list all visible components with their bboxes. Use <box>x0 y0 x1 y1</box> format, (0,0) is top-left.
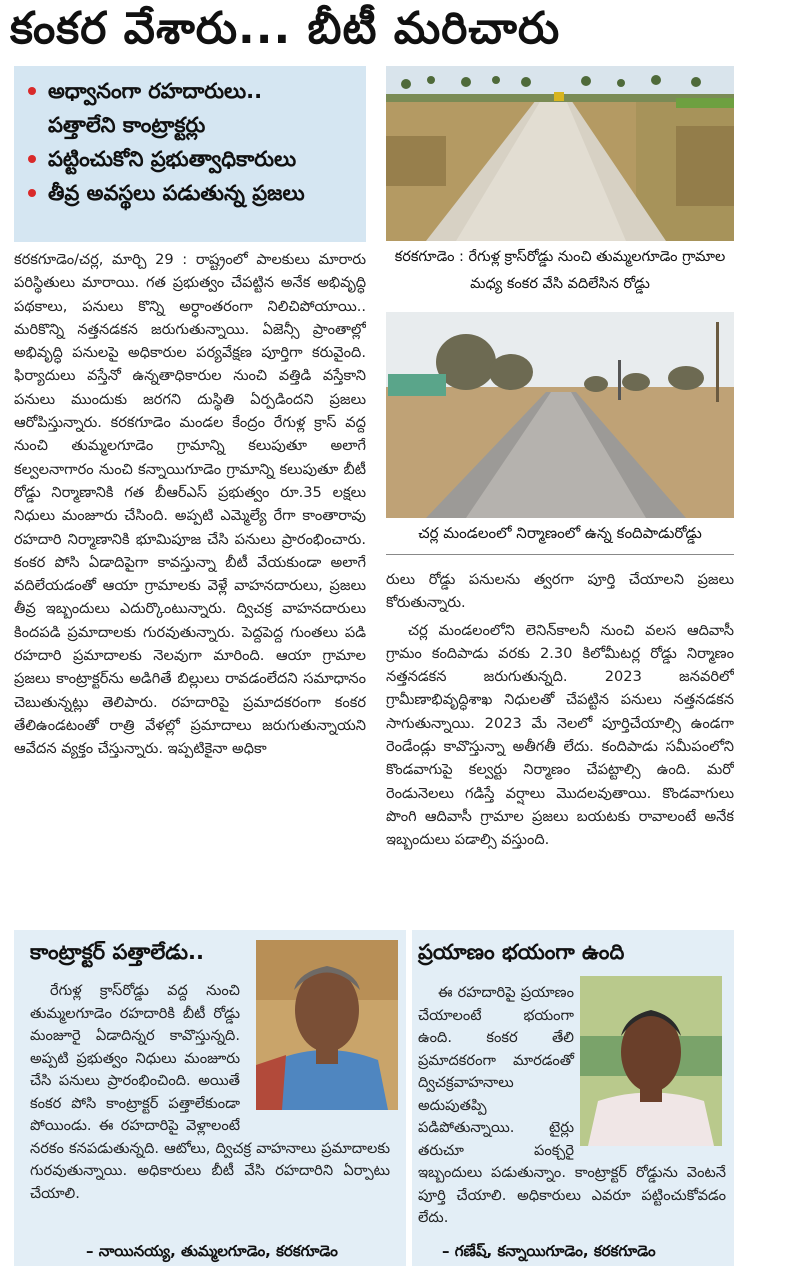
bullet-icon <box>28 189 36 197</box>
dateline: కరకగూడెం/చర్ల, మార్చి 29 : <box>14 251 188 268</box>
quote-box-2-title: ప్రయాణం భయంగా ఉంది <box>418 940 625 964</box>
road-photo-2 <box>386 312 734 518</box>
road-photo-1 <box>386 66 734 241</box>
photo-1-caption: కరకగూడెం : రేగుళ్ల క్రాస్‌రోడ్డు నుంచి తుమ్మలగూడెం గ్రామాల మధ్య కంకర వేసి వదిలేసిన రోడ్డు <box>394 249 726 292</box>
highlight-item: పట్టించుకోని ప్రభుత్వాధికారులు <box>24 142 356 176</box>
article-column-2 <box>386 568 734 900</box>
quote-box-1-byline: – నాయినయ్య, తుమ్మలగూడెం, కరకగూడెం <box>86 1242 338 1260</box>
photo-2-caption: చర్ల మండలంలో నిర్మాణంలో ఉన్న కందిపాడురోడ్డు <box>418 524 702 542</box>
highlight-item-continued: పత్తాలేని కాంట్రాక్టర్లు <box>48 113 206 137</box>
article-text: చర్ల మండలంలోని లెనిన్‌కాలనీ నుంచి వలస ఆదివాసీ గ్రామం కందిపాడు వరకు 2.30 కిలోమీటర్ల రోడ్డు నిర్మాణం నత్తనడకన జరుగుతున్నది. 2023 జనవరిలో గ్రామీణాభివృద్ధిశాఖ నిధులతో చేపట్టిన పనులు నత్తనడకన సాగుతున్నాయి. 2023 మే నెలలో పూర్తిచేయాల్సి ఉండగా రెండేండ్లు కావొస్తున్నా అతీగతీ లేదు. కందిపాడు సమీపంలోని కొండవాగుపై కల్వర్టు నిర్మాణం చేపట్టాల్సి ఉంది. మరో రెండునెలలు గడిస్తే వర్షాలు మొదలవుతాయి. కొండవాగులు పొంగి ఆదివాసీ గ్రామాల ప్రజలు బయటకు రావాలంటే అనేక ఇబ్బందులు పడాల్సి వస్తుంది. <box>386 621 734 849</box>
quote-box-2 <box>412 930 734 1266</box>
quote-box-1 <box>14 930 406 1266</box>
headline: కంకర వేశారు... బీటీ మరిచారు <box>10 3 561 54</box>
highlight-item: అధ్వానంగా రహదారులు.. <box>24 74 356 108</box>
quote-box-1-title: కాంట్రాక్టర్ పత్తాలేడు.. <box>30 940 204 964</box>
bullet-icon <box>28 87 36 95</box>
quote-box-2-byline: – గణేష్, కన్నాయిగూడెం, కరకగూడెం <box>442 1242 656 1260</box>
bullet-icon <box>28 155 36 163</box>
quote-box-2-body: ఈ రహదారిపై ప్రయాణం చేయాలంటే భయంగా ఉంది. కంకర తేలి ప్రమాదకరంగా మారడంతో ద్విచక్రవాహనాలు అదుపుతప్పి పడిపోతున్నాయి. టైర్లు తరుచూ పంక్చరై ఇబ్బందులు పడుతున్నాం. కాంట్రాక్టర్ రోడ్డును వెంటనే పూర్తి చేయాలి. అధికారులు ఎవరూ పట్టించుకోవడం లేదు. <box>418 984 726 1226</box>
highlight-item: తీవ్ర అవస్థలు పడుతున్న ప్రజలు <box>24 176 356 210</box>
highlights-box <box>14 66 366 242</box>
article-text: రులు రోడ్డు పనులను త్వరగా పూర్తి చేయాలని ప్రజలు కోరుతున్నారు. <box>386 571 734 612</box>
caption-divider <box>386 554 734 555</box>
article-text: రాష్ట్రంలో పాలకులు మారారు పరిస్థితులు మారాయి. గత ప్రభుత్వం చేపట్టిన అనేక అభివృద్ధి పథకాలు, పనులు కొన్ని అర్ధాంతరంగా నిలిచిపోయాయి.. మరికొన్ని నత్తనడకన జరుగుతున్నాయి. ఏజెన్సీ ప్రాంతాల్లో అభివృద్ధి పనులపై అధికారుల పర్యవేక్షణ పూర్తిగా కరువైంది. ఫిర్యాదులు వస్తేనో ఉన్నతాధికారుల నుంచి వత్తిడి వస్తేకాని పనులు ముందుకు జరగని దుస్థితి ఏర్పడిందని ప్రజలు ఆరోపిస్తున్నారు. కరకగూడెం మండల కేంద్రం రేగుళ్ల క్రాస్ వద్ద నుంచి తుమ్మలగూడెం గ్రామాన్ని కలుపుతూ అలాగే కల్వలనాగారం నుంచి కన్నాయిగూడెం గ్రామాన్ని కలుపుతూ బీటీ రోడ్డు నిర్మాణానికి గత బీఆర్ఎస్ ప్రభుత్వం రూ.35 లక్షలు నిధులు మంజూరు చేసింది. అప్పటి ఎమ్మెల్యే రేగా కాంతారావు రహదారి నిర్మాణానికి భూమిపూజ చేసి పనులు ప్రారంభించారు. కంకర పోసి ఏడాదిపైగా కావస్తున్నా బీటీ వేయకుండా అలాగే వదిలేయడంతో ఆయా గ్రామాలకు వెళ్లే వాహనదారులు, ప్రజలు తీవ్ర ఇబ్బందులు ఎదుర్కొంటున్నారు. ద్విచక్ర వాహనదారులు కిందపడి ప్రమాదాలకు గురవుతున్నారు. పెద్దపెద్ద గుంతలు పడి రహదారి ప్రమాదాలకు నెలవుగా మారింది. ఆయా గ్రామాల ప్రజలు కాంట్రాక్టర్‌ను అడిగితే బిల్లులు రావడంలేదని సమాధానం చెబుతున్నట్లు తెలిపారు. రహదారిపై ప్రమాదకరంగా కంకర తేలిఉండటంతో రాత్రి వేళల్లో ప్రమాదాలు జరుగుతున్నాయని ఆవేదన వ్యక్తం చేస్తున్నారు. ఇప్పటికైనా అధికా <box>14 251 366 758</box>
quote-box-1-body: రేగుళ్ల క్రాస్‌రోడ్డు వద్ద నుంచి తుమ్మలగూడెం రహదారికి బీటీ రోడ్డు మంజూరై ఏడాదిన్నర కావొస్తున్నది. అప్పటి ప్రభుత్వం నిధులు మంజూరు చేసి పనులు ప్రారంభించింది. అయితే కంకర పోసి కాంట్రాక్టర్ పత్తాలేకుండా పోయిండు. ఈ రహదారిపై వెళ్లాలంటే నరకం కనపడుతున్నది. ఆటోలు, ద్విచక్ర వాహనాలు ప్రమాదాలకు గురవుతున్నాయి. అధికారులు బీటీ వేసి రహదారిని ఏర్పాటు చేయాలి. <box>30 982 390 1202</box>
box-divider <box>408 930 410 1266</box>
article-column-1 <box>14 248 366 898</box>
